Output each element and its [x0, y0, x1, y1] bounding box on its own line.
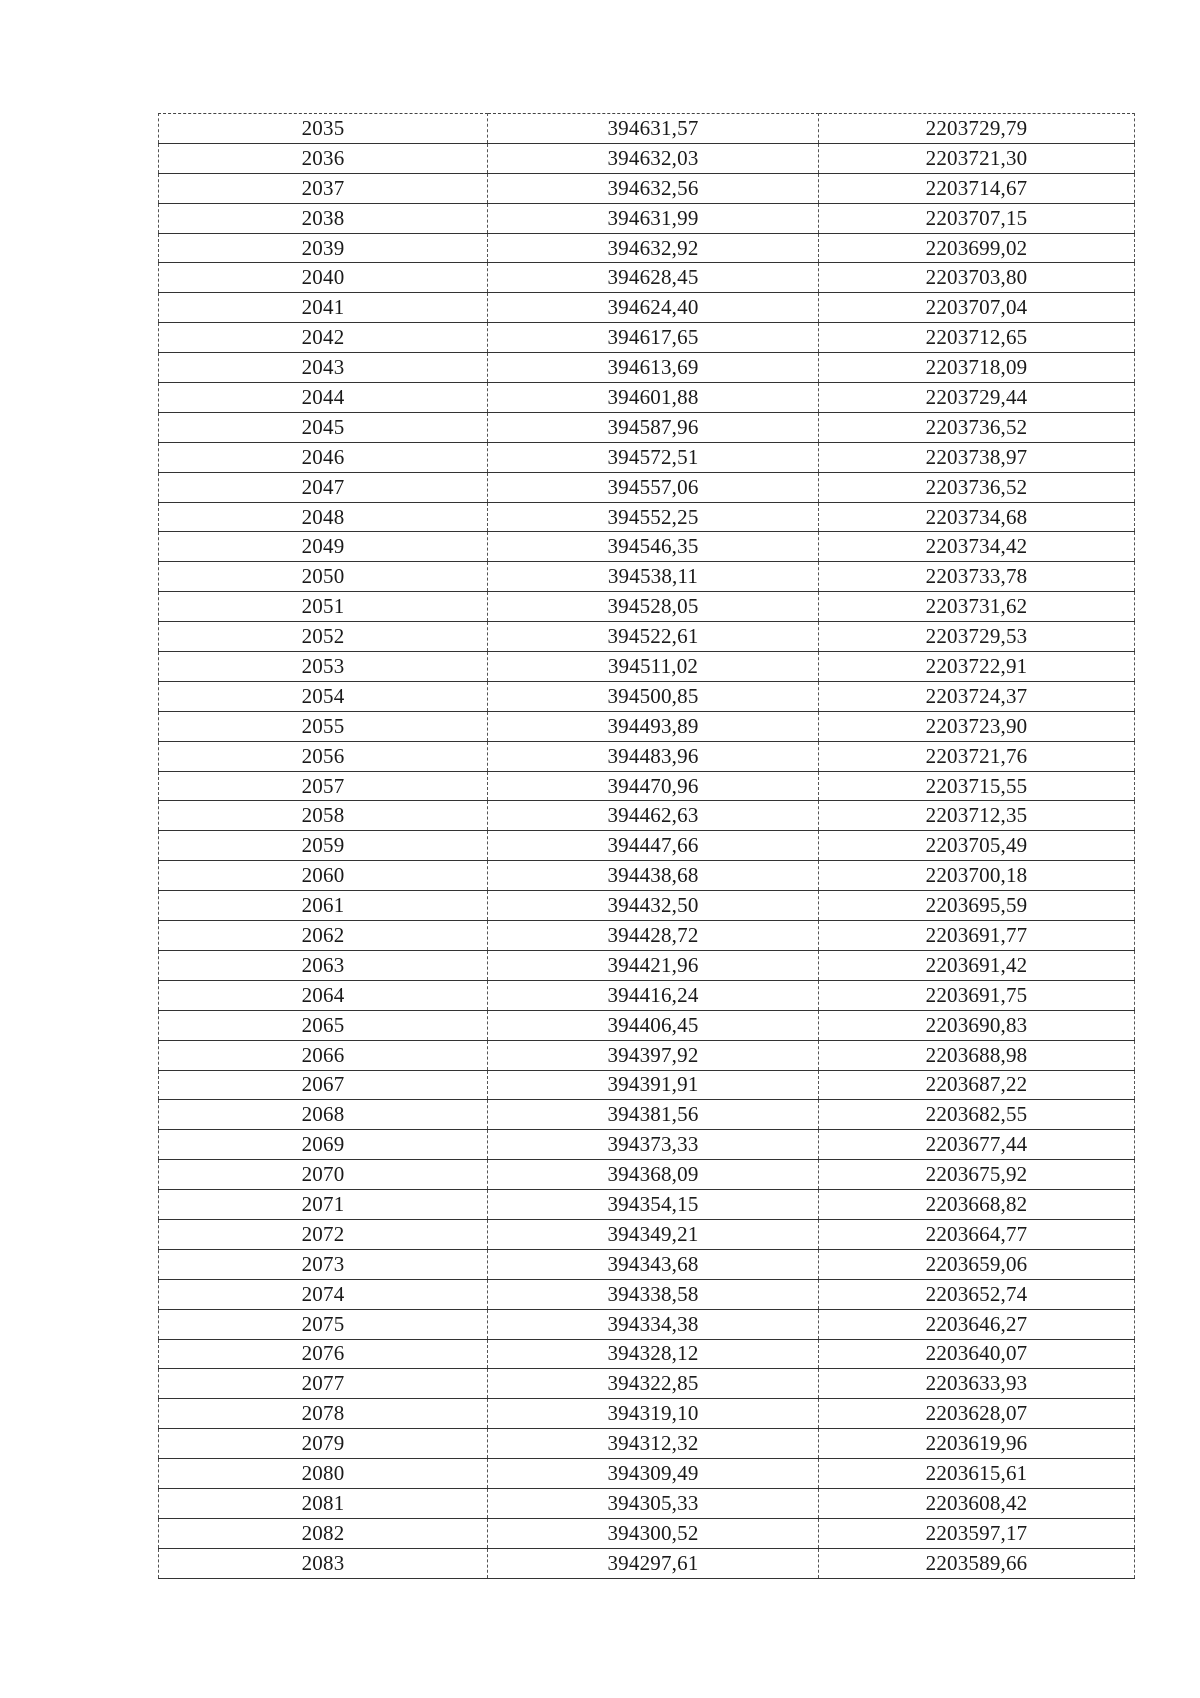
x-coordinate-cell: 394613,69: [488, 353, 819, 383]
x-coordinate-cell: 394300,52: [488, 1518, 819, 1548]
x-coordinate-cell: 394343,68: [488, 1249, 819, 1279]
y-coordinate-cell: 2203668,82: [819, 1190, 1135, 1220]
point-number-cell: 2076: [159, 1339, 488, 1369]
x-coordinate-cell: 394631,99: [488, 203, 819, 233]
y-coordinate-cell: 2203633,93: [819, 1369, 1135, 1399]
table-row: [159, 1040, 1135, 1070]
x-coordinate-cell: 394421,96: [488, 950, 819, 980]
point-number-cell: 2065: [159, 1010, 488, 1040]
point-number-cell: 2075: [159, 1309, 488, 1339]
table-row: [159, 233, 1135, 263]
x-coordinate-cell: 394470,96: [488, 771, 819, 801]
y-coordinate-cell: 2203714,67: [819, 173, 1135, 203]
table-row: [159, 681, 1135, 711]
y-coordinate-cell: 2203677,44: [819, 1130, 1135, 1160]
coordinates-table: [158, 113, 1135, 1579]
y-coordinate-cell: 2203589,66: [819, 1548, 1135, 1578]
y-coordinate-cell: 2203736,52: [819, 472, 1135, 502]
x-coordinate-cell: 394617,65: [488, 323, 819, 353]
table-row: [159, 293, 1135, 323]
table-row: [159, 502, 1135, 532]
point-number-cell: 2046: [159, 442, 488, 472]
y-coordinate-cell: 2203721,76: [819, 741, 1135, 771]
y-coordinate-cell: 2203687,22: [819, 1070, 1135, 1100]
x-coordinate-cell: 394528,05: [488, 592, 819, 622]
point-number-cell: 2063: [159, 950, 488, 980]
x-coordinate-cell: 394432,50: [488, 891, 819, 921]
x-coordinate-cell: 394309,49: [488, 1459, 819, 1489]
table-row: [159, 950, 1135, 980]
y-coordinate-cell: 2203675,92: [819, 1160, 1135, 1190]
table-row: [159, 1160, 1135, 1190]
y-coordinate-cell: 2203715,55: [819, 771, 1135, 801]
table-row: [159, 323, 1135, 353]
point-number-cell: 2080: [159, 1459, 488, 1489]
point-number-cell: 2059: [159, 831, 488, 861]
x-coordinate-cell: 394632,92: [488, 233, 819, 263]
table-row: [159, 1100, 1135, 1130]
table-row: [159, 771, 1135, 801]
y-coordinate-cell: 2203729,53: [819, 622, 1135, 652]
y-coordinate-cell: 2203703,80: [819, 263, 1135, 293]
point-number-cell: 2042: [159, 323, 488, 353]
point-number-cell: 2047: [159, 472, 488, 502]
x-coordinate-cell: 394381,56: [488, 1100, 819, 1130]
x-coordinate-cell: 394328,12: [488, 1339, 819, 1369]
point-number-cell: 2082: [159, 1518, 488, 1548]
table-row: [159, 1518, 1135, 1548]
y-coordinate-cell: 2203691,77: [819, 921, 1135, 951]
y-coordinate-cell: 2203729,44: [819, 383, 1135, 413]
y-coordinate-cell: 2203688,98: [819, 1040, 1135, 1070]
y-coordinate-cell: 2203712,65: [819, 323, 1135, 353]
x-coordinate-cell: 394483,96: [488, 741, 819, 771]
table-row: [159, 1459, 1135, 1489]
point-number-cell: 2071: [159, 1190, 488, 1220]
point-number-cell: 2072: [159, 1219, 488, 1249]
table-row: [159, 442, 1135, 472]
y-coordinate-cell: 2203721,30: [819, 143, 1135, 173]
x-coordinate-cell: 394373,33: [488, 1130, 819, 1160]
point-number-cell: 2056: [159, 741, 488, 771]
point-number-cell: 2061: [159, 891, 488, 921]
point-number-cell: 2068: [159, 1100, 488, 1130]
y-coordinate-cell: 2203615,61: [819, 1459, 1135, 1489]
y-coordinate-cell: 2203608,42: [819, 1488, 1135, 1518]
point-number-cell: 2037: [159, 173, 488, 203]
point-number-cell: 2048: [159, 502, 488, 532]
y-coordinate-cell: 2203723,90: [819, 711, 1135, 741]
table-row: [159, 472, 1135, 502]
x-coordinate-cell: 394297,61: [488, 1548, 819, 1578]
point-number-cell: 2052: [159, 622, 488, 652]
x-coordinate-cell: 394349,21: [488, 1219, 819, 1249]
table-row: [159, 1369, 1135, 1399]
y-coordinate-cell: 2203734,42: [819, 532, 1135, 562]
point-number-cell: 2069: [159, 1130, 488, 1160]
table-row: [159, 1279, 1135, 1309]
table-row: [159, 801, 1135, 831]
point-number-cell: 2078: [159, 1399, 488, 1429]
point-number-cell: 2045: [159, 412, 488, 442]
table-row: [159, 592, 1135, 622]
point-number-cell: 2070: [159, 1160, 488, 1190]
x-coordinate-cell: 394338,58: [488, 1279, 819, 1309]
x-coordinate-cell: 394632,56: [488, 173, 819, 203]
y-coordinate-cell: 2203699,02: [819, 233, 1135, 263]
y-coordinate-cell: 2203628,07: [819, 1399, 1135, 1429]
y-coordinate-cell: 2203724,37: [819, 681, 1135, 711]
point-number-cell: 2049: [159, 532, 488, 562]
point-number-cell: 2066: [159, 1040, 488, 1070]
table-row: [159, 1548, 1135, 1578]
table-row: [159, 562, 1135, 592]
x-coordinate-cell: 394368,09: [488, 1160, 819, 1190]
x-coordinate-cell: 394305,33: [488, 1488, 819, 1518]
y-coordinate-cell: 2203705,49: [819, 831, 1135, 861]
table-row: [159, 622, 1135, 652]
y-coordinate-cell: 2203619,96: [819, 1429, 1135, 1459]
x-coordinate-cell: 394632,03: [488, 143, 819, 173]
point-number-cell: 2079: [159, 1429, 488, 1459]
table-row: [159, 980, 1135, 1010]
y-coordinate-cell: 2203712,35: [819, 801, 1135, 831]
x-coordinate-cell: 394601,88: [488, 383, 819, 413]
x-coordinate-cell: 394546,35: [488, 532, 819, 562]
table-row: [159, 891, 1135, 921]
point-number-cell: 2038: [159, 203, 488, 233]
x-coordinate-cell: 394438,68: [488, 861, 819, 891]
x-coordinate-cell: 394428,72: [488, 921, 819, 951]
table-row: [159, 1339, 1135, 1369]
y-coordinate-cell: 2203646,27: [819, 1309, 1135, 1339]
table-row: [159, 1488, 1135, 1518]
x-coordinate-cell: 394406,45: [488, 1010, 819, 1040]
point-number-cell: 2036: [159, 143, 488, 173]
x-coordinate-cell: 394416,24: [488, 980, 819, 1010]
y-coordinate-cell: 2203734,68: [819, 502, 1135, 532]
y-coordinate-cell: 2203707,04: [819, 293, 1135, 323]
x-coordinate-cell: 394391,91: [488, 1070, 819, 1100]
table-row: [159, 114, 1135, 144]
x-coordinate-cell: 394587,96: [488, 412, 819, 442]
point-number-cell: 2081: [159, 1488, 488, 1518]
x-coordinate-cell: 394557,06: [488, 472, 819, 502]
table-row: [159, 412, 1135, 442]
y-coordinate-cell: 2203691,42: [819, 950, 1135, 980]
y-coordinate-cell: 2203652,74: [819, 1279, 1135, 1309]
point-number-cell: 2064: [159, 980, 488, 1010]
x-coordinate-cell: 394538,11: [488, 562, 819, 592]
y-coordinate-cell: 2203690,83: [819, 1010, 1135, 1040]
point-number-cell: 2051: [159, 592, 488, 622]
table-row: [159, 861, 1135, 891]
table-row: [159, 1249, 1135, 1279]
point-number-cell: 2073: [159, 1249, 488, 1279]
y-coordinate-cell: 2203729,79: [819, 114, 1135, 144]
x-coordinate-cell: 394397,92: [488, 1040, 819, 1070]
y-coordinate-cell: 2203597,17: [819, 1518, 1135, 1548]
x-coordinate-cell: 394334,38: [488, 1309, 819, 1339]
y-coordinate-cell: 2203707,15: [819, 203, 1135, 233]
x-coordinate-cell: 394354,15: [488, 1190, 819, 1220]
x-coordinate-cell: 394631,57: [488, 114, 819, 144]
x-coordinate-cell: 394493,89: [488, 711, 819, 741]
x-coordinate-cell: 394322,85: [488, 1369, 819, 1399]
point-number-cell: 2083: [159, 1548, 488, 1578]
point-number-cell: 2044: [159, 383, 488, 413]
table-row: [159, 383, 1135, 413]
y-coordinate-cell: 2203640,07: [819, 1339, 1135, 1369]
y-coordinate-cell: 2203695,59: [819, 891, 1135, 921]
x-coordinate-cell: 394447,66: [488, 831, 819, 861]
table-row: [159, 1219, 1135, 1249]
table-row: [159, 1309, 1135, 1339]
coordinates-table-body: [159, 114, 1135, 1579]
point-number-cell: 2062: [159, 921, 488, 951]
point-number-cell: 2053: [159, 652, 488, 682]
x-coordinate-cell: 394624,40: [488, 293, 819, 323]
point-number-cell: 2054: [159, 681, 488, 711]
x-coordinate-cell: 394572,51: [488, 442, 819, 472]
x-coordinate-cell: 394462,63: [488, 801, 819, 831]
y-coordinate-cell: 2203664,77: [819, 1219, 1135, 1249]
table-row: [159, 353, 1135, 383]
x-coordinate-cell: 394319,10: [488, 1399, 819, 1429]
y-coordinate-cell: 2203722,91: [819, 652, 1135, 682]
point-number-cell: 2035: [159, 114, 488, 144]
table-row: [159, 652, 1135, 682]
point-number-cell: 2077: [159, 1369, 488, 1399]
point-number-cell: 2050: [159, 562, 488, 592]
x-coordinate-cell: 394500,85: [488, 681, 819, 711]
table-row: [159, 1010, 1135, 1040]
y-coordinate-cell: 2203733,78: [819, 562, 1135, 592]
table-row: [159, 1399, 1135, 1429]
table-row: [159, 1429, 1135, 1459]
table-row: [159, 532, 1135, 562]
y-coordinate-cell: 2203738,97: [819, 442, 1135, 472]
point-number-cell: 2057: [159, 771, 488, 801]
point-number-cell: 2060: [159, 861, 488, 891]
table-row: [159, 173, 1135, 203]
x-coordinate-cell: 394522,61: [488, 622, 819, 652]
table-row: [159, 1190, 1135, 1220]
table-row: [159, 831, 1135, 861]
table-row: [159, 711, 1135, 741]
y-coordinate-cell: 2203682,55: [819, 1100, 1135, 1130]
point-number-cell: 2055: [159, 711, 488, 741]
y-coordinate-cell: 2203718,09: [819, 353, 1135, 383]
table-row: [159, 1130, 1135, 1160]
point-number-cell: 2067: [159, 1070, 488, 1100]
x-coordinate-cell: 394312,32: [488, 1429, 819, 1459]
table-row: [159, 1070, 1135, 1100]
point-number-cell: 2039: [159, 233, 488, 263]
table-row: [159, 143, 1135, 173]
point-number-cell: 2074: [159, 1279, 488, 1309]
table-row: [159, 263, 1135, 293]
y-coordinate-cell: 2203731,62: [819, 592, 1135, 622]
point-number-cell: 2040: [159, 263, 488, 293]
x-coordinate-cell: 394552,25: [488, 502, 819, 532]
point-number-cell: 2041: [159, 293, 488, 323]
x-coordinate-cell: 394511,02: [488, 652, 819, 682]
y-coordinate-cell: 2203691,75: [819, 980, 1135, 1010]
y-coordinate-cell: 2203736,52: [819, 412, 1135, 442]
table-row: [159, 203, 1135, 233]
table-row: [159, 921, 1135, 951]
point-number-cell: 2043: [159, 353, 488, 383]
table-row: [159, 741, 1135, 771]
y-coordinate-cell: 2203659,06: [819, 1249, 1135, 1279]
point-number-cell: 2058: [159, 801, 488, 831]
x-coordinate-cell: 394628,45: [488, 263, 819, 293]
y-coordinate-cell: 2203700,18: [819, 861, 1135, 891]
